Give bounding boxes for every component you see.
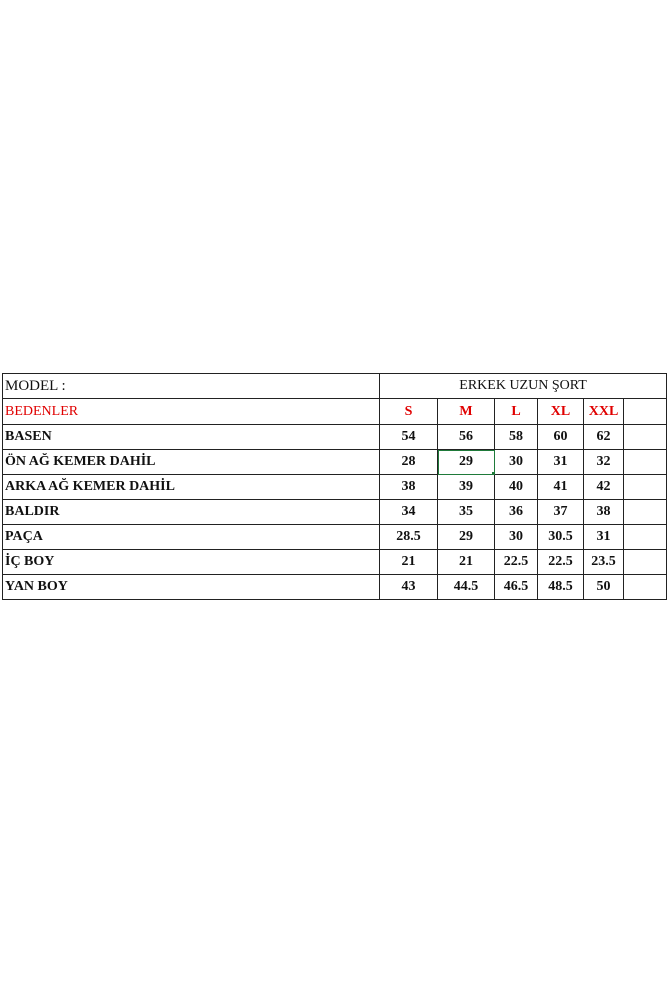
cell-value[interactable]: 32	[584, 450, 624, 475]
cell-value[interactable]: 62	[584, 425, 624, 450]
cell-value[interactable]: 21	[438, 550, 495, 575]
model-label[interactable]: MODEL :	[3, 374, 380, 399]
cell-value[interactable]: 29	[438, 525, 495, 550]
cell-value[interactable]: 44.5	[438, 575, 495, 600]
empty-cell[interactable]	[624, 575, 667, 600]
empty-cell[interactable]	[624, 550, 667, 575]
sizes-header-row	[3, 399, 667, 425]
empty-cell[interactable]	[624, 450, 667, 475]
cell-value[interactable]: 28.5	[380, 525, 438, 550]
sizes-label[interactable]: BEDENLER	[3, 399, 380, 425]
row-label[interactable]: ARKA AĞ KEMER DAHİL	[3, 475, 380, 500]
table-row-paca	[3, 525, 667, 550]
table-row-yan-boy	[3, 575, 667, 600]
table-row-baldir	[3, 500, 667, 525]
empty-cell[interactable]	[624, 425, 667, 450]
cell-value[interactable]: 21	[380, 550, 438, 575]
cell-value[interactable]: 60	[538, 425, 584, 450]
row-label[interactable]: PAÇA	[3, 525, 380, 550]
empty-cell[interactable]	[624, 525, 667, 550]
size-header-s[interactable]: S	[380, 399, 438, 425]
cell-value[interactable]: 23.5	[584, 550, 624, 575]
cell-value[interactable]: 34	[380, 500, 438, 525]
row-label[interactable]: BALDIR	[3, 500, 380, 525]
product-name[interactable]: ERKEK UZUN ŞORT	[380, 374, 667, 399]
selected-cell[interactable]	[438, 450, 495, 475]
cell-value[interactable]: 48.5	[538, 575, 584, 600]
size-header-xl[interactable]: XL	[538, 399, 584, 425]
table-row-basen	[3, 425, 667, 450]
size-chart-table	[2, 373, 667, 600]
size-header-l[interactable]: L	[495, 399, 538, 425]
row-label[interactable]: BASEN	[3, 425, 380, 450]
cell-value[interactable]: 31	[538, 450, 584, 475]
cell-value[interactable]: 31	[584, 525, 624, 550]
cell-value[interactable]: 43	[380, 575, 438, 600]
size-header-xxl[interactable]: XXL	[584, 399, 624, 425]
row-label[interactable]: ÖN AĞ KEMER DAHİL	[3, 450, 380, 475]
cell-value[interactable]: 36	[495, 500, 538, 525]
row-label[interactable]: YAN BOY	[3, 575, 380, 600]
empty-cell[interactable]	[624, 399, 667, 425]
cell-value[interactable]: 58	[495, 425, 538, 450]
cell-value[interactable]: 22.5	[495, 550, 538, 575]
cell-value[interactable]: 35	[438, 500, 495, 525]
model-row	[3, 374, 667, 399]
cell-value[interactable]: 38	[584, 500, 624, 525]
empty-cell[interactable]	[624, 475, 667, 500]
table-row-arka-ag	[3, 475, 667, 500]
cell-value[interactable]: 41	[538, 475, 584, 500]
table-row-ic-boy	[3, 550, 667, 575]
empty-cell[interactable]	[624, 500, 667, 525]
cell-value[interactable]: 30.5	[538, 525, 584, 550]
cell-value[interactable]: 54	[380, 425, 438, 450]
cell-value: 29	[459, 454, 473, 469]
cell-value[interactable]: 30	[495, 450, 538, 475]
cell-value[interactable]: 22.5	[538, 550, 584, 575]
size-chart-body	[3, 374, 667, 600]
cell-value[interactable]: 28	[380, 450, 438, 475]
cell-value[interactable]: 38	[380, 475, 438, 500]
cell-value[interactable]: 42	[584, 475, 624, 500]
cell-value[interactable]: 39	[438, 475, 495, 500]
fill-handle[interactable]	[492, 472, 495, 475]
cell-value[interactable]: 37	[538, 500, 584, 525]
cell-value[interactable]: 46.5	[495, 575, 538, 600]
row-label[interactable]: İÇ BOY	[3, 550, 380, 575]
cell-value[interactable]: 30	[495, 525, 538, 550]
table-row-on-ag	[3, 450, 667, 475]
size-header-m[interactable]: M	[438, 399, 495, 425]
cell-value[interactable]: 50	[584, 575, 624, 600]
cell-value[interactable]: 40	[495, 475, 538, 500]
cell-value[interactable]: 56	[438, 425, 495, 450]
